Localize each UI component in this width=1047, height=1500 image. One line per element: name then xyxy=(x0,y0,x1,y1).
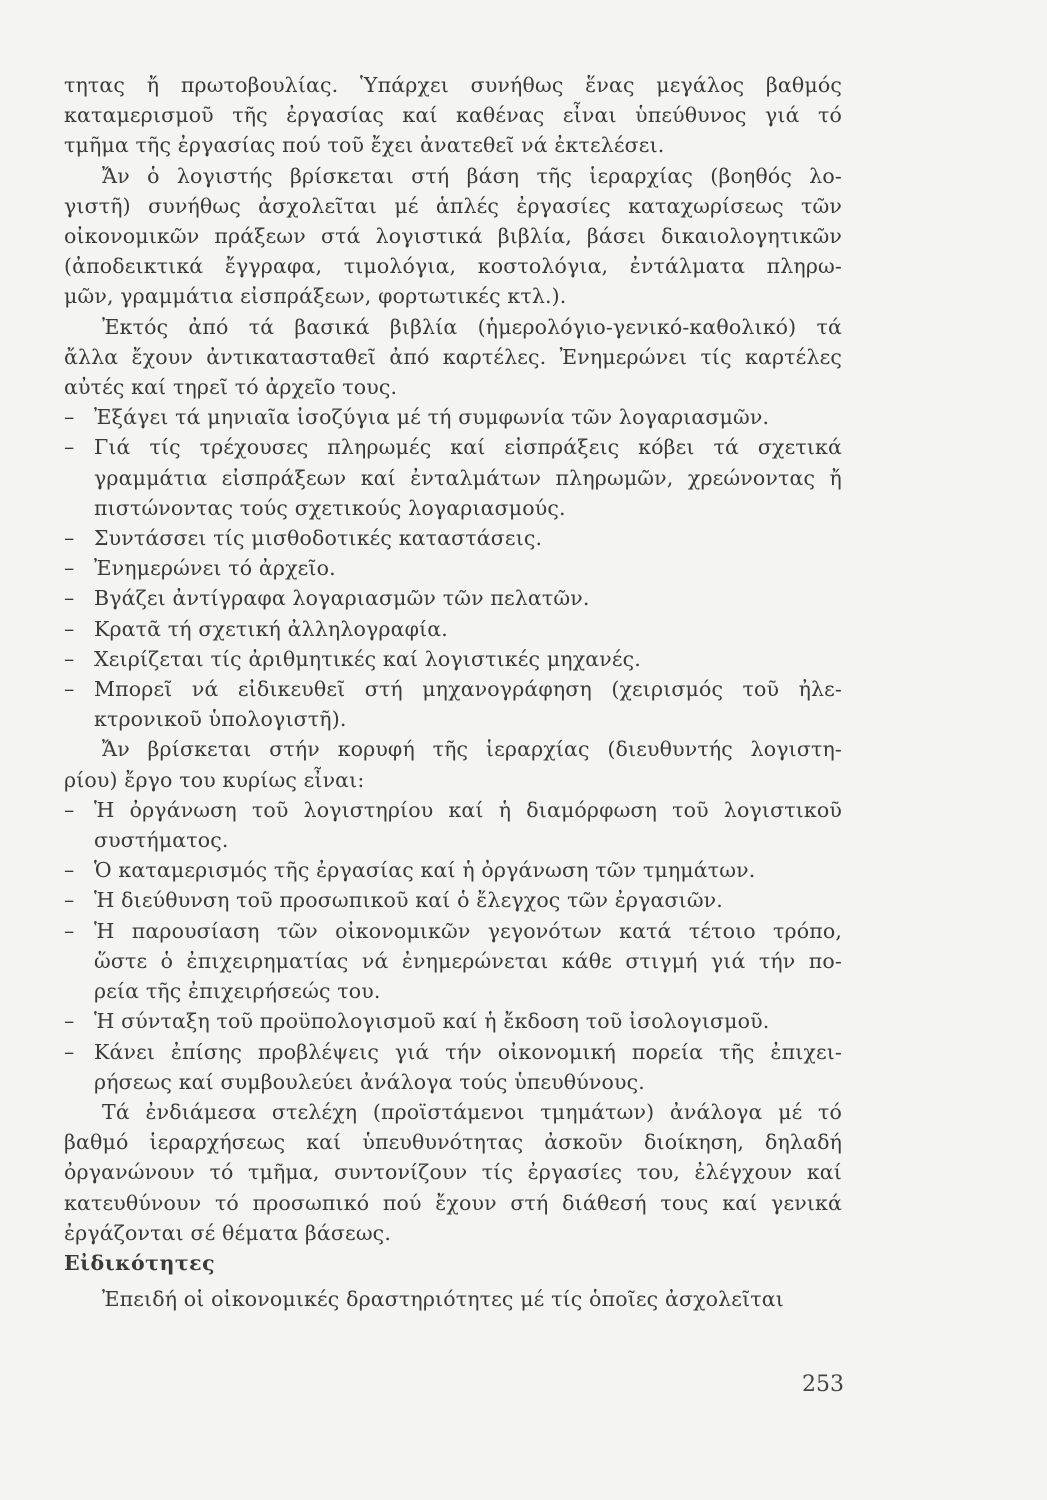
text-line: κατευθύνουν τό προσωπικό πού ἔχουν στή διάθεσή τους καί γενικά xyxy=(64,1190,842,1215)
list-item-line xyxy=(64,553,842,583)
dash-marker: – xyxy=(64,556,75,581)
dash-marker: – xyxy=(64,405,75,430)
dash-marker: – xyxy=(64,435,75,460)
dash-marker: – xyxy=(64,677,75,702)
dash-list xyxy=(64,402,842,734)
list-item-text: ρήσεως καί συμβουλεύει ἀνάλογα τούς ὑπευθύνους. xyxy=(94,1069,645,1094)
list-item-text: Ἡ ὀργάνωση τοῦ λογιστηρίου καί ἡ διαμόρφωση τοῦ λογιστικοῦ xyxy=(94,797,842,822)
paragraph xyxy=(64,1097,842,1248)
text-line: γιστῆ) συνήθως ἀσχολεῖται μέ ἁπλές ἐργασίες καταχωρίσεως τῶν xyxy=(64,193,842,218)
dash-marker xyxy=(64,1067,94,1097)
list-item-line xyxy=(64,855,842,885)
list-item-text: πιστώνοντας τούς σχετικούς λογαριασμούς. xyxy=(94,495,566,520)
list-item-line xyxy=(64,614,842,644)
list-item-text: συστήματος. xyxy=(94,828,229,853)
paragraph xyxy=(64,1284,842,1314)
list-item-line xyxy=(64,795,842,825)
list-item-line xyxy=(64,493,842,523)
list-item-line xyxy=(64,523,842,553)
dash-marker: – xyxy=(64,526,75,551)
text-line: Τά ἐνδιάμεσα στελέχη (προϊστάμενοι τμημάτων) ἀνάλογα μέ τό xyxy=(102,1099,842,1124)
dash-marker xyxy=(64,704,94,734)
text-line: αὐτές καί τηρεῖ τό ἀρχεῖο τους. xyxy=(64,375,398,400)
dash-marker: – xyxy=(64,918,75,943)
list-item-line xyxy=(64,704,842,734)
dash-marker: – xyxy=(64,797,75,822)
dash-marker: – xyxy=(64,616,75,641)
text-line: (ἀποδεικτικά ἔγγραφα, τιμολόγια, κοστολόγια, ἐντάλματα πληρω- xyxy=(64,254,842,279)
list-item-text: Ἡ διεύθυνση τοῦ προσωπικοῦ καί ὁ ἔλεγχος τῶν ἐργασιῶν. xyxy=(94,888,723,913)
text-line: μῶν, γραμμάτια εἰσπράξεων, φορτωτικές κτλ.). xyxy=(64,284,567,309)
dash-marker xyxy=(64,946,94,976)
list-item-text: Συντάσσει τίς μισθοδοτικές καταστάσεις. xyxy=(94,526,543,551)
dash-marker: – xyxy=(64,888,75,913)
page-number: 253 xyxy=(802,1372,844,1397)
list-item-line xyxy=(64,885,842,915)
text-line: τμῆμα τῆς ἐργασίας πού τοῦ ἔχει ἀνατεθεῖ νά ἐκτελέσει. xyxy=(64,133,665,158)
list-item-line xyxy=(64,1006,842,1036)
list-item-text: Χειρίζεται τίς ἀριθμητικές καί λογιστικές μηχανές. xyxy=(94,646,641,671)
list-item-text: Ἐξάγει τά μηνιαῖα ἰσοζύγια μέ τή συμφωνία τῶν λογαριασμῶν. xyxy=(94,405,770,430)
list-item-line xyxy=(64,825,842,855)
section-heading: Εἰδικότητες xyxy=(64,1250,216,1275)
text-line: καταμερισμοῦ τῆς ἐργασίας καί καθένας εἶναι ὑπεύθυνος γιά τό xyxy=(64,103,842,128)
paragraph xyxy=(64,312,842,403)
dash-marker: – xyxy=(64,1009,75,1034)
text-line: βαθμό ἱεραρχήσεως καί ὑπευθυνότητας ἀσκοῦν διοίκηση, δηλαδή xyxy=(64,1130,842,1155)
list-item-line xyxy=(64,583,842,613)
list-item-line xyxy=(64,644,842,674)
text-line: Ἐκτός ἀπό τά βασικά βιβλία (ἡμερολόγιο-γενικό-καθολικό) τά xyxy=(102,314,842,339)
dash-marker xyxy=(64,825,94,855)
list-item-text: Κρατᾶ τή σχετική ἀλληλογραφία. xyxy=(94,616,448,641)
list-item-text: ὥστε ὁ ἐπιχειρηματίας νά ἐνημερώνεται κάθε στιγμή γιά τήν πο- xyxy=(94,948,842,973)
text-line: τητας ἤ πρωτοβουλίας. Ὑπάρχει συνήθως ἕνας μεγάλος βαθμός xyxy=(64,73,842,97)
paragraph xyxy=(64,734,842,794)
list-item-text: Ὁ καταμερισμός τῆς ἐργασίας καί ἡ ὀργάνωση τῶν τμημάτων. xyxy=(94,858,756,883)
list-item-text: Μπορεῖ νά εἰδικευθεῖ στή μηχανογράφηση (χειρισμός τοῦ ἠλε- xyxy=(94,677,842,702)
list-item-line xyxy=(64,1037,842,1067)
list-item-text: Ἡ παρουσίαση τῶν οἰκονομικῶν γεγονότων κατά τέτοιο τρόπο, xyxy=(94,918,842,943)
dash-marker: – xyxy=(64,1039,75,1064)
paragraph xyxy=(64,70,842,161)
list-item-line xyxy=(64,946,842,976)
dash-marker xyxy=(64,976,94,1006)
text-line: Ἄν βρίσκεται στήν κορυφή τῆς ἱεραρχίας (διευθυντής λογιστη- xyxy=(102,737,842,762)
list-item-text: Κάνει ἐπίσης προβλέψεις γιά τήν οἰκονομική πορεία τῆς ἐπιχει- xyxy=(94,1039,842,1064)
dash-marker xyxy=(64,463,94,493)
list-item-text: ρεία τῆς ἐπιχειρήσεώς του. xyxy=(94,979,381,1004)
text-line: ἐργάζονται σέ θέματα βάσεως. xyxy=(64,1220,391,1245)
list-item-line xyxy=(64,976,842,1006)
list-item-text: Ἡ σύνταξη τοῦ προϋπολογισμοῦ καί ἡ ἔκδοση τοῦ ἰσολογισμοῦ. xyxy=(94,1009,770,1034)
text-line: ἄλλα ἔχουν ἀντικατασταθεῖ ἀπό καρτέλες. Ἐνημερώνει τίς καρτέλες xyxy=(64,344,842,369)
body-text xyxy=(64,70,842,1314)
paragraph xyxy=(64,161,842,312)
list-item-text: γραμμάτια εἰσπράξεων καί ἐνταλμάτων πληρωμῶν, χρεώνοντας ἤ xyxy=(94,465,842,490)
list-item-line xyxy=(64,674,842,704)
dash-marker: – xyxy=(64,586,75,611)
list-item-line xyxy=(64,432,842,462)
list-item-line xyxy=(64,463,842,493)
dash-list xyxy=(64,795,842,1097)
text-line: Ἐπειδή οἱ οἰκονομικές δραστηριότητες μέ τίς ὁποῖες ἀσχολεῖται xyxy=(102,1287,784,1312)
text-line: ρίου) ἔργο του κυρίως εἶναι: xyxy=(64,767,365,792)
list-item-line xyxy=(64,1067,842,1097)
text-line: ὀργανώνουν τό τμῆμα, συντονίζουν τίς ἐργασίες του, ἐλέγχουν καί xyxy=(64,1160,842,1185)
list-item-line xyxy=(64,916,842,946)
text-line: οἰκονομικῶν πράξεων στά λογιστικά βιβλία, βάσει δικαιολογητικῶν xyxy=(64,224,842,249)
dash-marker xyxy=(64,493,94,523)
list-item-text: Βγάζει ἀντίγραφα λογαριασμῶν τῶν πελατῶν. xyxy=(94,586,590,611)
list-item-line xyxy=(64,402,842,432)
list-item-text: Ἐνημερώνει τό ἀρχεῖο. xyxy=(94,556,336,581)
list-item-text: Γιά τίς τρέχουσες πληρωμές καί εἰσπράξεις κόβει τά σχετικά xyxy=(94,435,842,460)
dash-marker: – xyxy=(64,646,75,671)
list-item-text: κτρονικοῦ ὑπολογιστῆ). xyxy=(94,707,347,732)
text-line: Ἄν ὁ λογιστής βρίσκεται στή βάση τῆς ἱεραρχίας (βοηθός λο- xyxy=(102,163,842,188)
dash-marker: – xyxy=(64,858,75,883)
